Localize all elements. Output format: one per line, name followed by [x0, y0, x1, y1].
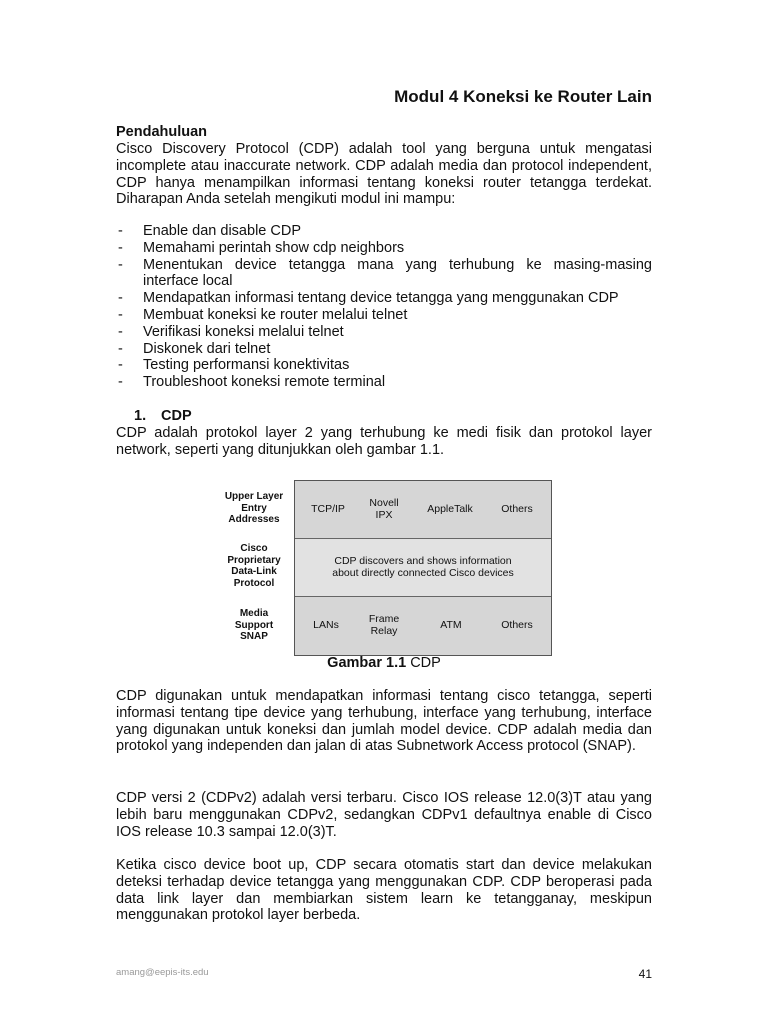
cell-novell-ipx: Novell IPX — [369, 497, 399, 521]
list-item: - Troubleshoot koneksi remote terminal — [118, 374, 386, 391]
list-item: - Membuat koneksi ke router melalui telnet — [118, 306, 408, 323]
cell-tcpip: TCP/IP — [311, 503, 345, 515]
list-item: - Diskonek dari telnet — [118, 340, 271, 357]
list-item: - Memahami perintah show cdp neighbors — [118, 239, 405, 256]
list-item: - Enable dan disable CDP — [118, 223, 301, 239]
section1-paragraph: CDP adalah protokol layer 2 yang terhubung ke medi fisik dan protokol layer network, seperti yang ditunjukkan oleh gambar 1.1. — [116, 425, 652, 458]
paragraph-2: CDP digunakan untuk mendapatkan informasi tentang cisco tetangga, seperti informasi tentang tipe device yang terhubung, interface yang terhubung, interface yang digunakan untuk koneksi dan jumlah model device. CDP adalah media dan protokol yang independen dan jalan di atas Subnetwork Access protocol (SNAP). — [116, 688, 652, 755]
list-item: - Testing performansi konektivitas — [118, 357, 350, 374]
paragraph-4: Ketika cisco device boot up, CDP secara otomatis start dan device melakukan deteksi terhadap device tetangga yang menggunakan CDP. CDP beroperasi pada data link layer dan membiarkan sistem learn ke tetangganay, meskipun menggunakan protokol layer berbeda. — [116, 857, 652, 924]
paragraph-3: CDP versi 2 (CDPv2) adalah versi terbaru. Cisco IOS release 12.0(3)T atau yang lebih baru menggunakan CDPv2, sedangkan CDPv1 defaultnya enable di Cisco IOS release 10.3 sampai 12.0(3)T. — [116, 790, 652, 840]
figure-caption: Gambar 1.1 CDP — [327, 655, 441, 671]
list-item: - Mendapatkan informasi tentang device tetangga yang menggunakan CDP — [118, 290, 619, 307]
cell-cdp-description: CDP discovers and shows information about directly connected Cisco devices — [332, 555, 514, 579]
row-label-media-support: Media Support SNAP — [234, 608, 274, 642]
cell-others-media: Others — [501, 619, 533, 631]
cell-lans: LANs — [313, 619, 339, 631]
list-item: - Menentukan device tetangga mana yang terhubung ke masing-masing interface local — [118, 256, 652, 290]
cdp-layer-figure — [216, 480, 652, 656]
figure-row-labels — [216, 480, 292, 656]
intro-heading: Pendahuluan — [116, 124, 208, 140]
list-item: - Verifikasi koneksi melalui telnet — [118, 323, 344, 340]
section-heading-cdp: 1. CDP — [134, 408, 192, 424]
page-number: 41 — [638, 967, 652, 981]
figure-row-cdp — [295, 539, 551, 597]
objectives-list — [116, 223, 652, 391]
intro-paragraph: Cisco Discovery Protocol (CDP) adalah tool yang berguna untuk mengatasi incomplete atau inaccurate network. CDP adalah media dan protocol independent, CDP hanya menampilkan informasi tentang koneksi router tetangga terdekat. Diharapan Anda setelah mengikuti modul ini mampu: — [116, 141, 652, 208]
figure-row-upper — [295, 481, 551, 539]
row-label-upper-layer: Upper Layer Entry Addresses — [224, 491, 284, 525]
row-label-cisco-protocol: Cisco Proprietary Data-Link Protocol — [227, 543, 281, 589]
cell-others-upper: Others — [501, 503, 533, 515]
figure-table — [294, 480, 552, 656]
page-title: Modul 4 Koneksi ke Router Lain — [394, 87, 652, 106]
footer-email: amang@eepis-its.edu — [116, 967, 209, 978]
figure-row-media — [295, 597, 551, 655]
cell-appletalk: AppleTalk — [427, 503, 473, 515]
cell-frame-relay: Frame Relay — [368, 613, 400, 637]
cell-atm: ATM — [440, 619, 462, 631]
